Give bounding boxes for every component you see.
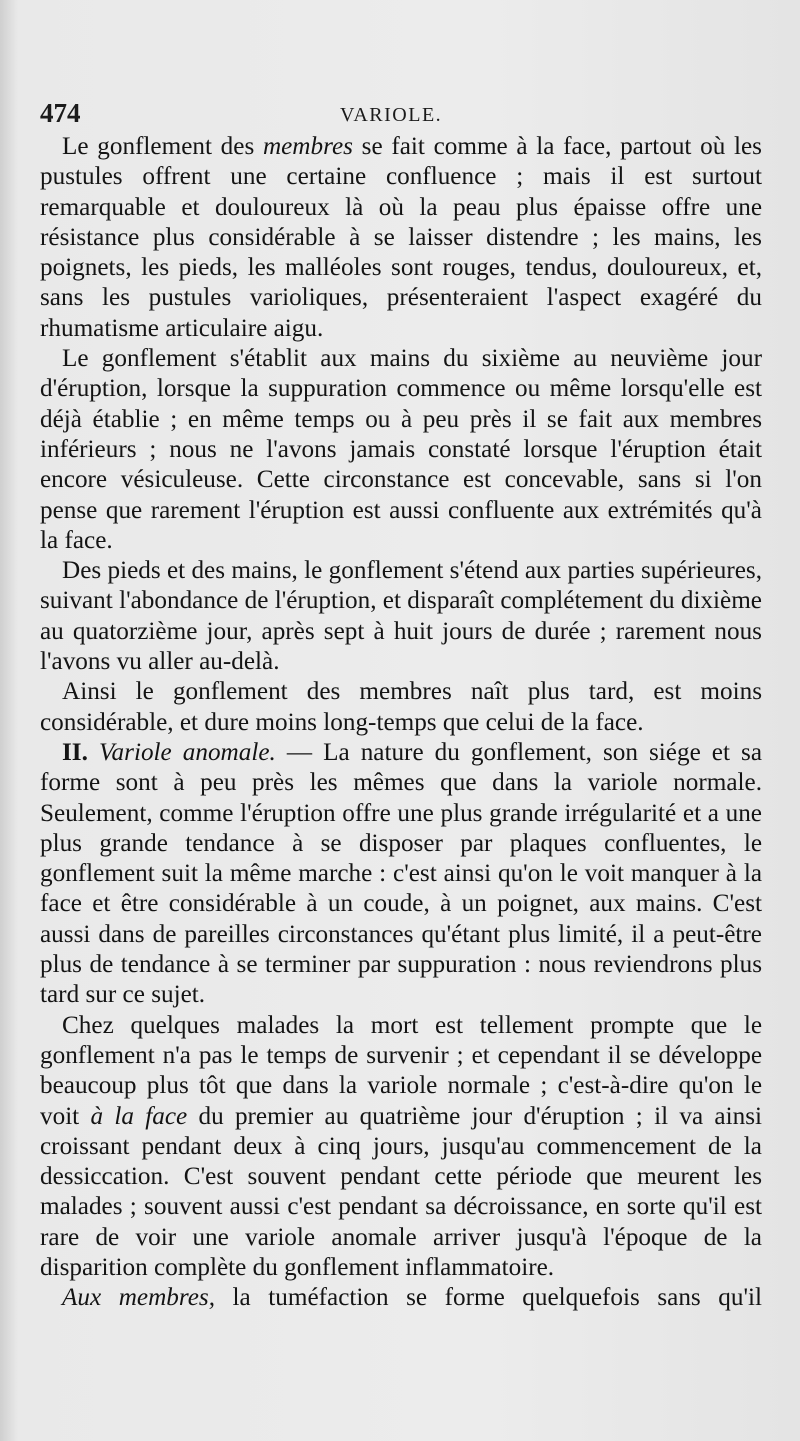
running-title: VARIOLE. — [340, 104, 443, 126]
italic-text: membres — [262, 133, 353, 160]
paragraph — [40, 738, 762, 1011]
paragraph — [40, 556, 762, 677]
paragraph — [40, 344, 762, 556]
paragraph-text: Le gonflement des — [62, 133, 263, 160]
italic-text: Variole anomale. — [98, 738, 276, 766]
paragraph-text: Ainsi le gonflement des membres naît plus tard, est moins considérable, et dure moins long-temps que celui de la face. — [40, 678, 762, 736]
paragraph-text: du premier au quatrième jour d'éruption ; il va ainsi croissant pendant deux à cinq jours, jusqu'au commencement de la dessiccation. C'est souvent pendant cette période que meurent les malades ; souvent aussi c'est pendant sa décroissance, en sorte qu'il est rare de voir une variole anomale arriver jusqu'à l'époque de la disparition complète du gonflement inflammatoire. — [40, 1102, 762, 1281]
paragraph-text: la tuméfaction se forme quelquefois sans qu'il — [215, 1284, 762, 1312]
paragraph-text: Des pieds et des mains, le gonflement s'étend aux parties supérieures, suivant l'abondance de l'éruption, et disparaît complétement du dixième au quatorzième jour, après sept à huit jours de durée ; rarement nous l'avons vu aller au-delà. — [40, 557, 762, 676]
paragraph — [40, 132, 762, 344]
paragraph-text: Chez quelques malades la mort est tellement prompte que le gonflement n'a pas le temps de survenir ; et cependant il se développe beaucoup plus tôt que dans la variole normale ; c'est-à-dire qu'on le voit — [40, 1011, 762, 1130]
body-text — [40, 132, 762, 1314]
paragraph — [40, 1011, 762, 1284]
page-header — [40, 98, 760, 132]
page-number: 474 — [40, 98, 81, 128]
italic-text: à la face — [90, 1102, 188, 1130]
paragraph-text: — La nature du gonflement, son siége et sa forme sont à peu près les mêmes que dans la variole normale. Seulement, comme l'éruption offre une plus grande irrégularité et a une plus grande tendance à se disposer par plaques confluentes, le gonflement suit la même marche : c'est ainsi qu'on le voit manquer à la face et être considérable à un coude, à un poignet, aux mains. C'est aussi dans de pareilles circonstances qu'étant plus limité, il a peut-être plus de tendance à se terminer par suppuration : nous reviendrons plus tard sur ce sujet. — [40, 738, 762, 1009]
paragraph-text: II. — [62, 738, 99, 766]
paragraph-text: se fait comme à la face, partout où les pustules offrent une certaine confluence ; mais il est surtout remarquable et douloureux là où la peau plus épaisse offre une résistance plus considérable à se laisser distendre ; les mains, les poignets, les pieds, les malléoles sont rouges, tendus, douloureux, et, sans les pustules varioliques, présenteraient l'aspect exagéré du rhumatisme articulaire aigu. — [40, 133, 762, 342]
paragraph-text: Le gonflement s'établit aux mains du sixième au neuvième jour d'éruption, lorsque la suppuration commence ou même lorsqu'elle est déjà établie ; en même temps ou à peu près il se fait aux membres inférieurs ; nous ne l'avons jamais constaté lorsque l'éruption était encore vésiculeuse. Cette circonstance est concevable, sans si l'on pense que rarement l'éruption est aussi confluente aux extrémités qu'à la face. — [40, 345, 762, 554]
paragraph — [40, 677, 762, 738]
paragraph — [40, 1283, 762, 1313]
italic-text: Aux membres, — [62, 1284, 215, 1312]
